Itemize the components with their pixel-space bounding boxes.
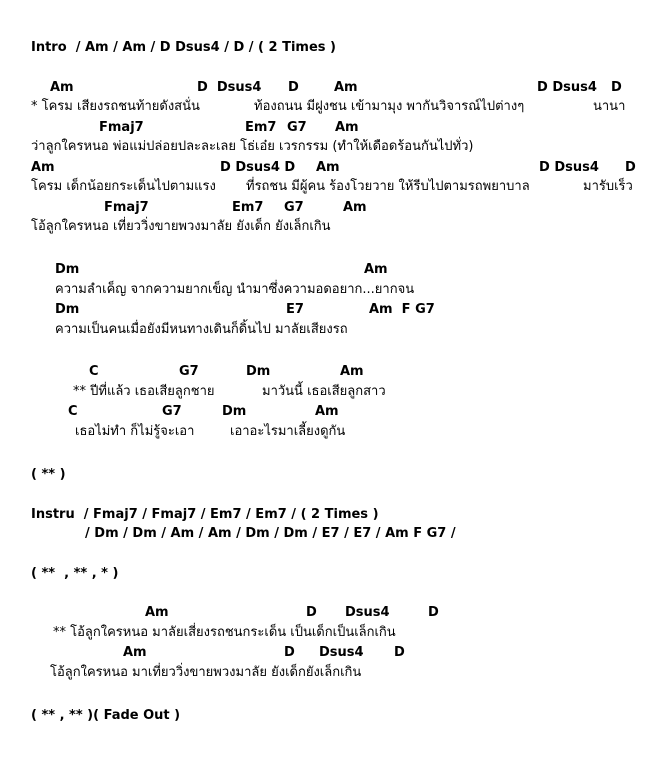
lyric-line: ** ปีที่แล้ว เธอเสียลูกชาย (73, 384, 215, 399)
chord: Fmaj7 (99, 120, 144, 135)
lyric-line: ท้องถนน มีฝูงชน เข้ามามุง พากันวิจารณ์ไปต่างๆ (254, 99, 525, 114)
repeat-marker: ( ** ) (31, 467, 66, 482)
chord: Dm (222, 404, 247, 419)
lyric-line: * โครม เสียงรถชนท้ายดังสนั่น (31, 99, 200, 114)
lyric-line: เธอไม่ทำ ก็ไม่รู้จะเอา (75, 424, 195, 439)
chord: Dm (246, 364, 271, 379)
chord: Em7 (245, 120, 277, 135)
chord: G7 (284, 200, 304, 215)
lyric-line: ความลำเค็ญ จากความยากเข็ญ นำมาซึ่งความอดอยาก...ยากจน (55, 282, 415, 297)
lyric-line: นานา (593, 99, 626, 114)
lyric-line: ที่รถชน มีผู้คน ร้องโวยวาย ให้รีบไปตามรถพยาบาล (246, 179, 530, 194)
chord: D Dsus4 (539, 160, 599, 175)
chord: D (394, 645, 405, 660)
chord: Am (334, 80, 358, 95)
chord: D Dsus4 (537, 80, 597, 95)
chord: D (611, 80, 622, 95)
chord: Dsus4 (345, 605, 390, 620)
chord: Am (123, 645, 147, 660)
chord: E7 (286, 302, 304, 317)
chord: D (428, 605, 439, 620)
repeat-marker: ( ** , ** , * ) (31, 566, 119, 581)
chord: Am (340, 364, 364, 379)
chord: D (306, 605, 317, 620)
lyric-line: มารับเร็ว (583, 179, 633, 194)
lyric-line: โอ้ลูกใครหนอ เที่ยววิ่งขายพวงมาลัย ยังเด็ก ยังเล็กเกิน (31, 219, 331, 234)
chord: Fmaj7 (104, 200, 149, 215)
chord: D (625, 160, 636, 175)
intro-line: Intro / Am / Am / D Dsus4 / D / ( 2 Times ) (31, 40, 336, 55)
chord: Am (364, 262, 388, 277)
chord: D (288, 80, 299, 95)
chord: D Dsus4 D (220, 160, 296, 175)
chord: Am (335, 120, 359, 135)
ending-marker: ( ** , ** )( Fade Out ) (31, 708, 181, 723)
chord: D (284, 645, 295, 660)
chord: C (68, 404, 78, 419)
lyric-line: เอาอะไรมาเลี้ยงดูกัน (230, 424, 346, 439)
chord: Am (315, 404, 339, 419)
chord: Am (50, 80, 74, 95)
chord: Am (31, 160, 55, 175)
chord: Am (316, 160, 340, 175)
chord: D Dsus4 (197, 80, 262, 95)
lyric-line: ความเป็นคนเมื่อยังมีหนทางเดินก็ดิ้นไป มาลัยเสียงรถ (55, 322, 348, 337)
chord: C (89, 364, 99, 379)
chord: G7 (179, 364, 199, 379)
chord: Em7 (232, 200, 264, 215)
instrumental-line: Instru / Fmaj7 / Fmaj7 / Em7 / Em7 / ( 2 Times ) (31, 507, 379, 522)
lyric-line: โอ้ลูกใครหนอ มาเที่ยววิ่งขายพวงมาลัย ยังเด็กยังเล็กเกิน (50, 665, 362, 680)
lyric-line: ว่าลูกใครหนอ พ่อแม่ปล่อยปละละเลย โธ่เอ๋ย เวรกรรม (ทำให้เดือดร้อนกันไปทั่ว) (31, 139, 474, 154)
chord: Dm (55, 262, 80, 277)
chord: Dm (55, 302, 80, 317)
chord: G7 (162, 404, 182, 419)
chord: G7 (287, 120, 307, 135)
chord: Am F G7 (369, 302, 435, 317)
lyric-line: ** โอ้ลูกใครหนอ มาลัยเสี่ยงรถชนกระเด็น เป็นเด็กเป็นเล็กเกิน (53, 625, 396, 640)
instrumental-line: / Dm / Dm / Am / Am / Dm / Dm / E7 / E7 / Am F G7 / (85, 526, 456, 541)
chord: Am (343, 200, 367, 215)
chord: Am (145, 605, 169, 620)
lyric-line: มาวันนี้ เธอเสียลูกสาว (262, 384, 386, 399)
lyric-line: โครม เด็กน้อยกระเด็นไปตามแรง (31, 179, 216, 194)
chord: Dsus4 (319, 645, 364, 660)
